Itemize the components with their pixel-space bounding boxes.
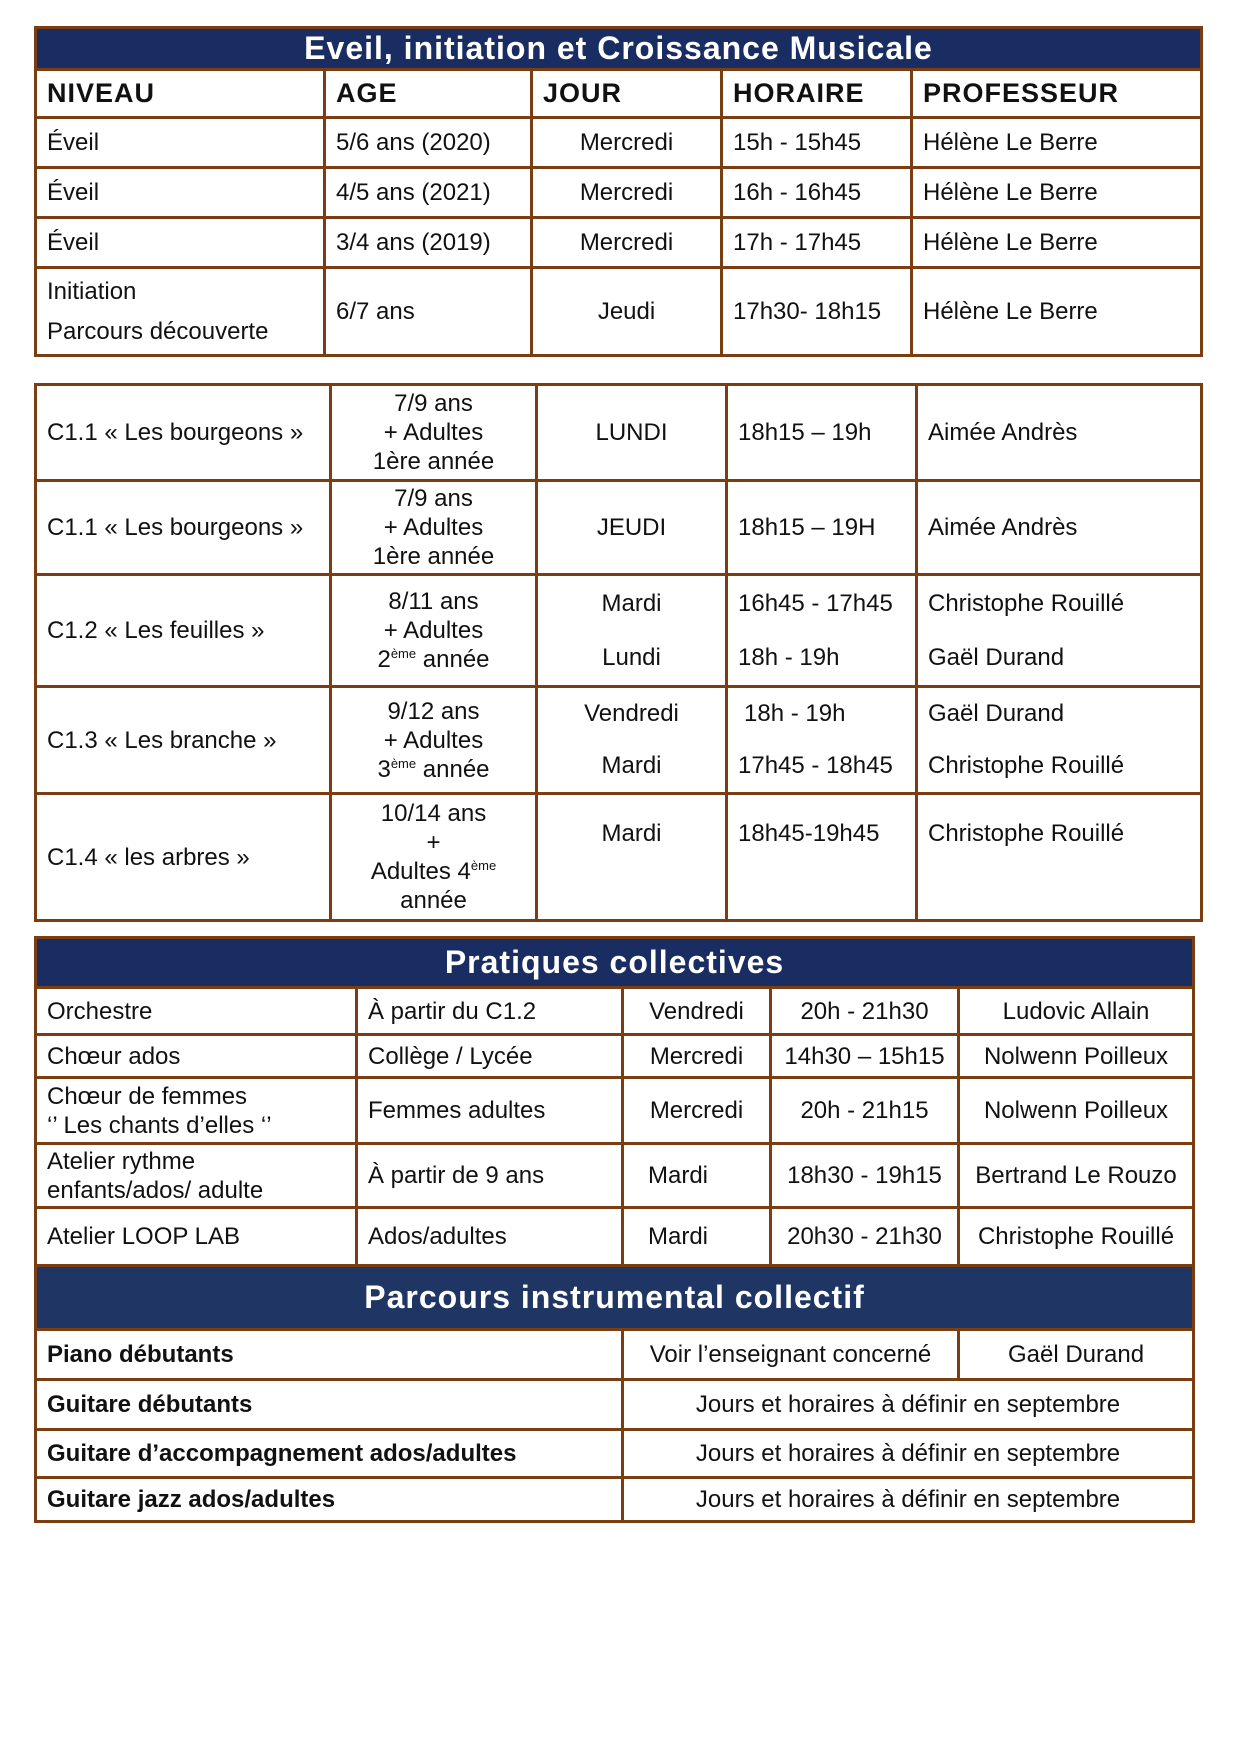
cell-niveau: Éveil — [36, 168, 325, 218]
age-line: + Adultes — [383, 419, 484, 446]
table-row — [36, 168, 1202, 218]
table-row — [36, 118, 1202, 168]
age-line: 7/9 ans — [394, 485, 473, 512]
cell-prof: Christophe Rouillé — [959, 1208, 1194, 1266]
cell-parcours-name: Guitare d’accompagnement ados/adultes — [36, 1430, 623, 1478]
age-line — [342, 857, 525, 886]
cell-parcours-info: Jours et horaires à définir en septembre — [623, 1478, 1194, 1522]
table-row — [36, 687, 1202, 794]
cell-horaire — [727, 575, 917, 687]
cell-parcours-name: Piano débutants — [36, 1330, 623, 1380]
cell-public: Femmes adultes — [357, 1078, 623, 1144]
cell-horaire: 18h15 – 19H — [727, 481, 917, 575]
cell-prof — [917, 687, 1202, 794]
cell-jour: Mercredi — [532, 118, 722, 168]
jour-line: Lundi — [602, 643, 661, 671]
age-sup: ème — [390, 755, 417, 771]
eveil-table — [34, 26, 1203, 357]
age-line: + Adultes — [383, 514, 484, 541]
activite-line: ‘’ Les chants d’elles ‘’ — [47, 1111, 272, 1139]
jour-line: Mardi — [601, 589, 662, 617]
cell-age: 5/6 ans (2020) — [325, 118, 532, 168]
cell-horaire: 20h30 - 21h30 — [771, 1208, 959, 1266]
cell-horaire: 20h - 21h15 — [771, 1078, 959, 1144]
header-jour: JOUR — [532, 70, 722, 118]
cell-niveau: Éveil — [36, 118, 325, 168]
cell-jour: Mardi — [623, 1208, 771, 1266]
age-line: 8/11 ans — [388, 588, 479, 615]
niveau-line: Parcours découverte — [47, 317, 269, 345]
age-sup: ème — [470, 858, 497, 873]
cell-jour: JEUDI — [537, 481, 727, 575]
cell-jour: Mercredi — [623, 1035, 771, 1078]
cell-jour — [537, 687, 727, 794]
table-row — [36, 1478, 1194, 1522]
cell-public: À partir de 9 ans — [357, 1144, 623, 1208]
cell-age — [331, 385, 537, 481]
cell-jour: Mardi — [537, 794, 727, 921]
table-row — [36, 575, 1202, 687]
cell-horaire: 14h30 – 15h15 — [771, 1035, 959, 1078]
header-professeur: PROFESSEUR — [912, 70, 1202, 118]
cell-jour: Mercredi — [623, 1078, 771, 1144]
cell-prof — [917, 575, 1202, 687]
activite-line: Chœur de femmes — [47, 1082, 248, 1110]
table-row — [36, 1330, 1194, 1380]
cell-horaire: 18h30 - 19h15 — [771, 1144, 959, 1208]
cell-public: À partir du C1.2 — [357, 988, 623, 1035]
cell-jour: Mercredi — [532, 168, 722, 218]
cell-prof: Hélène Le Berre — [912, 118, 1202, 168]
age-line — [342, 645, 525, 674]
cell-jour: Vendredi — [623, 988, 771, 1035]
horaire-line: 17h45 - 18h45 — [738, 752, 893, 779]
age-sup: ème — [390, 646, 417, 661]
age-line: 10/14 ans — [380, 800, 487, 827]
table-row — [36, 1208, 1194, 1266]
cell-age — [331, 575, 537, 687]
cell-horaire: 17h - 17h45 — [722, 218, 912, 268]
cell-jour: Mardi — [623, 1144, 771, 1208]
cell-horaire: 18h15 – 19h — [727, 385, 917, 481]
cell-age: 6/7 ans — [325, 268, 532, 356]
activite-line: Atelier rythme — [47, 1147, 196, 1175]
cell-parcours-info: Voir l’enseignant concerné — [623, 1330, 959, 1380]
cell-activite: Orchestre — [36, 988, 357, 1035]
cell-prof: Aimée Andrès — [917, 481, 1202, 575]
age-line: + — [426, 829, 441, 856]
cell-age — [331, 687, 537, 794]
table-row — [36, 988, 1194, 1035]
table-row — [36, 794, 1202, 921]
cell-prof: Hélène Le Berre — [912, 218, 1202, 268]
age-rest: année — [416, 755, 490, 783]
table-row — [36, 1380, 1194, 1430]
cell-jour: Jeudi — [532, 268, 722, 356]
table-row — [36, 1078, 1194, 1144]
cell-jour: Mercredi — [532, 218, 722, 268]
cell-parcours-name: Guitare jazz ados/adultes — [36, 1478, 623, 1522]
cell-horaire: 16h - 16h45 — [722, 168, 912, 218]
prof-line: Gaël Durand — [928, 643, 1065, 671]
cell-horaire: 18h45-19h45 — [727, 794, 917, 921]
table-row — [36, 1430, 1194, 1478]
cell-prof: Bertrand Le Rouzo — [959, 1144, 1194, 1208]
cell-horaire: 15h - 15h45 — [722, 118, 912, 168]
parcours-title: Parcours instrumental collectif — [36, 1266, 1194, 1330]
cell-jour: LUNDI — [537, 385, 727, 481]
jour-line: Mardi — [601, 752, 662, 779]
horaire-line: 16h45 - 17h45 — [738, 589, 893, 617]
horaire-line: 18h - 19h — [744, 700, 846, 727]
prof-line: Christophe Rouillé — [928, 589, 1125, 617]
cell-parcours-name: Guitare débutants — [36, 1380, 623, 1430]
cycle-table — [34, 383, 1203, 922]
cell-prof: Gaël Durand — [959, 1330, 1194, 1380]
cell-prof: Hélène Le Berre — [912, 268, 1202, 356]
age-line: 7/9 ans — [394, 390, 473, 417]
age-num: 3 — [377, 755, 391, 783]
cell-public: Ados/adultes — [357, 1208, 623, 1266]
table-row — [36, 218, 1202, 268]
cell-public: Collège / Lycée — [357, 1035, 623, 1078]
cell-niveau: C1.1 « Les bourgeons » — [36, 481, 331, 575]
cell-niveau: C1.2 « Les feuilles » — [36, 575, 331, 687]
cell-age — [331, 481, 537, 575]
cell-activite — [36, 1078, 357, 1144]
activite-line: enfants/ados/ adulte — [47, 1176, 264, 1204]
age-line: année — [400, 887, 467, 914]
table-row — [36, 385, 1202, 481]
cell-prof: Nolwenn Poilleux — [959, 1035, 1194, 1078]
horaire-line: 18h - 19h — [738, 643, 840, 671]
cell-activite — [36, 1144, 357, 1208]
table-row — [36, 1035, 1194, 1078]
cell-prof: Hélène Le Berre — [912, 168, 1202, 218]
age-line: 9/12 ans — [387, 697, 480, 725]
cell-prof: Nolwenn Poilleux — [959, 1078, 1194, 1144]
age-line — [342, 755, 525, 784]
cell-niveau — [36, 268, 325, 356]
table-row — [36, 1144, 1194, 1208]
cell-parcours-info: Jours et horaires à définir en septembre — [623, 1430, 1194, 1478]
prof-line: Gaël Durand — [928, 700, 1065, 727]
cell-niveau: Éveil — [36, 218, 325, 268]
cell-age: 4/5 ans (2021) — [325, 168, 532, 218]
cell-niveau: C1.1 « Les bourgeons » — [36, 385, 331, 481]
age-line: + Adultes — [383, 617, 484, 644]
pratiques-table — [34, 936, 1195, 1523]
cell-parcours-info: Jours et horaires à définir en septembre — [623, 1380, 1194, 1430]
age-num: Adultes 4 — [370, 858, 471, 885]
cell-prof: Ludovic Allain — [959, 988, 1194, 1035]
cell-horaire: 20h - 21h30 — [771, 988, 959, 1035]
cell-horaire — [727, 687, 917, 794]
table-row — [36, 481, 1202, 575]
jour-line: Vendredi — [584, 700, 679, 727]
cell-activite: Chœur ados — [36, 1035, 357, 1078]
age-num: 2 — [377, 646, 391, 673]
cell-age — [331, 794, 537, 921]
header-horaire: HORAIRE — [722, 70, 912, 118]
cell-jour — [537, 575, 727, 687]
table-row — [36, 268, 1202, 356]
cell-activite: Atelier LOOP LAB — [36, 1208, 357, 1266]
header-age: AGE — [325, 70, 532, 118]
niveau-line: Initiation — [47, 277, 137, 305]
prof-line: Christophe Rouillé — [928, 752, 1125, 779]
cell-age: 3/4 ans (2019) — [325, 218, 532, 268]
age-line: 1ère année — [372, 448, 495, 475]
cell-niveau: C1.4 « les arbres » — [36, 794, 331, 921]
cell-niveau: C1.3 « Les branche » — [36, 687, 331, 794]
age-line: + Adultes — [383, 726, 484, 754]
age-rest: année — [416, 646, 490, 673]
cell-prof: Aimée Andrès — [917, 385, 1202, 481]
eveil-title: Eveil, initiation et Croissance Musicale — [36, 28, 1202, 70]
cell-horaire: 17h30- 18h15 — [722, 268, 912, 356]
cell-prof: Christophe Rouillé — [917, 794, 1202, 921]
header-niveau: NIVEAU — [36, 70, 325, 118]
pratiques-title: Pratiques collectives — [36, 938, 1194, 988]
age-line: 1ère année — [372, 543, 495, 570]
